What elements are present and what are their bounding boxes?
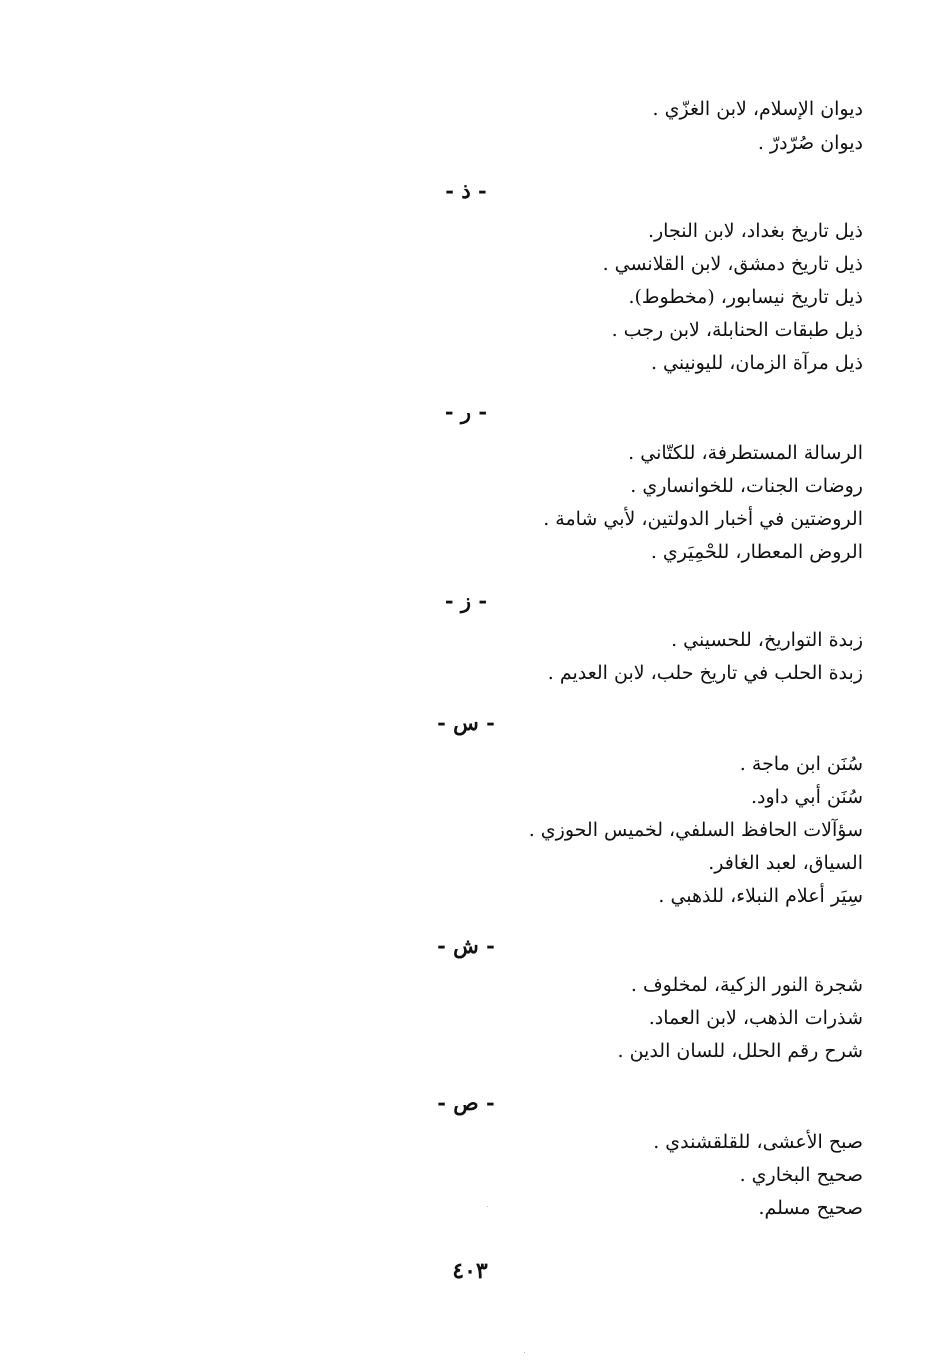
section-letter-heading: - س -: [437, 710, 495, 735]
entry-line: ديوان صُرّدرّ .: [757, 132, 863, 154]
scan-speck: [524, 1352, 525, 1353]
entry-line: سؤآلات الحافظ السلفي، لخميس الحوزي .: [528, 819, 863, 841]
entry-line: الروض المعطار، للحْمِيَري .: [650, 541, 863, 563]
entry-line: ذيل تاريخ دمشق، لابن القلانسي .: [602, 253, 863, 275]
entry-line: روضات الجنات، للخوانساري .: [630, 475, 863, 497]
entry-line: ذيل مرآة الزمان، لليونيني .: [650, 352, 863, 374]
entry-line: زبدة الحلب في تاريخ حلب، لابن العديم .: [547, 662, 863, 684]
page-number: ٤٠٣: [452, 1258, 488, 1284]
section-letter-heading: - ذ -: [445, 178, 487, 203]
entry-line: سُنَن ابن ماجة .: [739, 753, 863, 775]
entry-line: سُنَن أبي داود.: [750, 786, 863, 808]
entry-line: سِيَر أعلام النبلاء، للذهبي .: [658, 885, 863, 907]
entry-line: ديوان الإسلام، لابن الغزّي .: [652, 98, 863, 120]
entry-line: صحيح البخاري .: [739, 1164, 863, 1186]
section-letter-heading: - ز -: [444, 588, 488, 613]
entry-line: شجرة النور الزكية، لمخلوف .: [630, 974, 863, 996]
section-letter-heading: - ص -: [437, 1090, 495, 1115]
entry-line: صبح الأعشى، للقلقشندي .: [653, 1131, 863, 1153]
entry-line: زبدة التواريخ، للحسيني .: [671, 629, 863, 651]
scan-speck: [487, 1206, 488, 1207]
entry-line: ذيل تاريخ بغداد، لابن النجار.: [647, 220, 863, 242]
entry-line: الروضتين في أخبار الدولتين، لأبي شامة .: [543, 508, 863, 530]
entry-line: ذيل تاريخ نيسابور، (مخطوط).: [628, 286, 863, 308]
entry-line: الرسالة المستطرفة، للكتّاني .: [628, 442, 863, 464]
entry-line: شذرات الذهب، لابن العماد.: [648, 1007, 863, 1029]
section-letter-heading: - ش -: [437, 933, 495, 958]
entry-line: ذيل طبقات الحنابلة، لابن رجب .: [611, 319, 863, 341]
section-letter-heading: - ر -: [444, 399, 488, 424]
entry-line: السياق، لعبد الغافر.: [708, 852, 863, 874]
entry-line: صحيح مسلم.: [758, 1197, 863, 1219]
entry-line: شرح رقم الحلل، للسان الدين .: [617, 1040, 863, 1062]
